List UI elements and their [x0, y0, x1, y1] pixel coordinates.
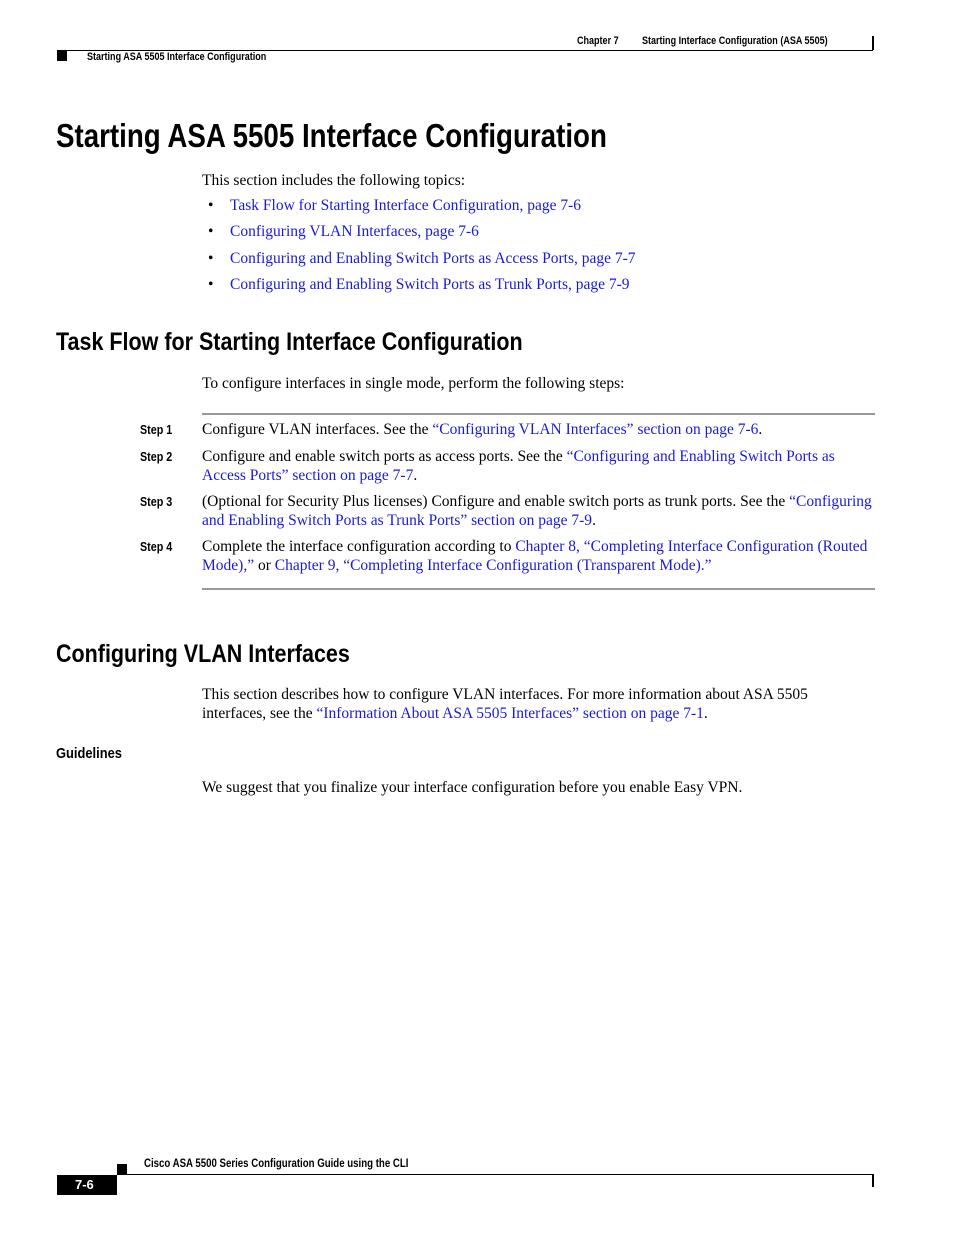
list-item — [202, 196, 636, 222]
intro-text: This section includes the following topics: — [202, 172, 466, 189]
step-label: Step 1 — [140, 423, 173, 437]
step-text-part: (Optional for Security Plus licenses) Configure and enable switch ports as trunk ports. See the — [202, 493, 790, 510]
step-link[interactable]: “Configuring and Enabling Switch Ports as Access Ports” section on page 7-7 — [202, 448, 835, 484]
header-chapter: Chapter 7 — [577, 35, 619, 47]
page-number-box — [57, 1175, 117, 1195]
page-title: Starting ASA 5505 Interface Configuration — [56, 117, 607, 154]
header-rule-mark — [872, 36, 874, 50]
bullet-icon: • — [208, 197, 214, 214]
page-number: 7-6 — [75, 1177, 94, 1192]
steps-top-rule — [202, 413, 875, 415]
step-link[interactable]: “Configuring and Enabling Switch Ports as Trunk Ports” section on page 7-9 — [202, 493, 872, 529]
step-label: Step 3 — [140, 495, 173, 509]
footer-guide-title: Cisco ASA 5500 Series Configuration Guide using the CLI — [144, 1158, 409, 1170]
footer-rule — [117, 1174, 874, 1175]
header-marker — [57, 51, 67, 61]
step-label: Step 2 — [140, 450, 173, 464]
topic-list — [202, 196, 636, 301]
list-item — [202, 275, 636, 301]
step-text-part: . — [413, 467, 418, 484]
step-text-part: . — [592, 512, 596, 529]
step-link[interactable]: Chapter 9, “Completing Interface Configuration (Transparent Mode).” — [274, 557, 712, 574]
header-section-title: Starting ASA 5505 Interface Configuration — [87, 51, 267, 63]
footer-rule-mark — [872, 1175, 874, 1187]
step-text-part: Configure and enable switch ports as access ports. See the — [202, 448, 567, 465]
step-text-part: Configure VLAN interfaces. See the — [202, 421, 433, 438]
vlan-description — [202, 685, 874, 723]
topic-link[interactable]: Configuring VLAN Interfaces, page 7-6 — [230, 223, 479, 241]
guidelines-heading: Guidelines — [56, 745, 122, 762]
step-text-part: . — [758, 421, 763, 438]
step-text — [202, 447, 874, 485]
bullet-icon: • — [208, 223, 214, 241]
step-text-part: or — [254, 557, 275, 574]
bullet-icon: • — [208, 275, 214, 293]
footer-marker — [117, 1164, 127, 1174]
step-link[interactable]: Chapter 8, “Completing Interface Configuration (Routed Mode),” — [202, 538, 868, 574]
bullet-icon: • — [208, 249, 214, 267]
step-text — [202, 492, 874, 530]
step-text — [202, 537, 874, 575]
vlan-info-link[interactable]: “Information About ASA 5505 Interfaces” section on page 7-1 — [316, 705, 704, 722]
header-chapter-title: Starting Interface Configuration (ASA 5505) — [642, 35, 828, 47]
step-label: Step 4 — [140, 540, 173, 554]
vlan-heading: Configuring VLAN Interfaces — [56, 640, 350, 668]
topic-link[interactable]: Task Flow for Starting Interface Configuration, page 7-6 — [230, 197, 582, 214]
topic-link[interactable]: Configuring and Enabling Switch Ports as Access Ports, page 7-7 — [230, 249, 636, 267]
topic-link[interactable]: Configuring and Enabling Switch Ports as Trunk Ports, page 7-9 — [230, 275, 630, 293]
task-flow-heading: Task Flow for Starting Interface Configuration — [56, 328, 523, 356]
step-link[interactable]: “Configuring VLAN Interfaces” section on page 7-6 — [432, 421, 759, 438]
step-text — [202, 420, 874, 439]
task-flow-intro: To configure interfaces in single mode, perform the following steps: — [202, 375, 625, 392]
list-item — [202, 249, 636, 275]
guidelines-text: We suggest that you finalize your interface configuration before you enable Easy VPN. — [202, 779, 743, 796]
step-text-part: Complete the interface configuration according to — [202, 538, 516, 555]
vlan-text-part: This section describes how to configure VLAN interfaces. For more information about ASA 5505 interfaces, see the — [202, 686, 808, 722]
vlan-text-part: . — [703, 705, 708, 722]
steps-bottom-rule — [202, 588, 875, 590]
list-item — [202, 222, 636, 248]
